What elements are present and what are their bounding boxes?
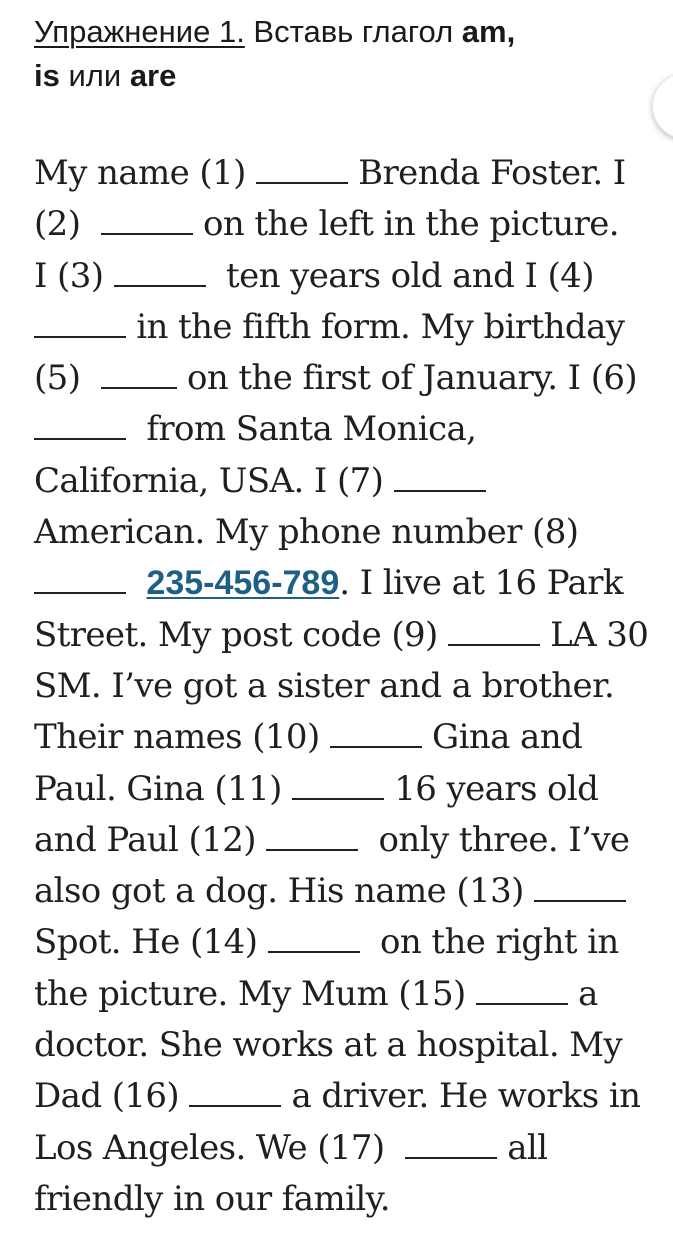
text-line xyxy=(34,148,670,199)
answer-blank-5[interactable] xyxy=(101,357,177,389)
text-line xyxy=(34,199,670,250)
answer-blank-11[interactable] xyxy=(292,768,384,800)
text-fragment: from Santa Monica, xyxy=(126,409,477,450)
verb-am: am, xyxy=(461,14,516,49)
text-line xyxy=(34,251,670,302)
text-line xyxy=(34,302,670,353)
or-text: или xyxy=(59,58,130,93)
answer-blank-3[interactable] xyxy=(114,255,206,287)
text-line xyxy=(34,404,670,455)
answer-blank-4[interactable] xyxy=(34,306,126,338)
text-fragment: the picture. My Mum (15) xyxy=(34,973,476,1014)
answer-blank-17[interactable] xyxy=(405,1127,497,1159)
answer-blank-14[interactable] xyxy=(268,921,360,953)
answer-blank-16[interactable] xyxy=(189,1075,281,1107)
answer-blank-8[interactable] xyxy=(34,562,126,594)
verb-is: is xyxy=(34,58,60,93)
text-fragment: I (3) xyxy=(34,255,114,296)
text-line xyxy=(34,917,670,968)
text-fragment: in the fifth form. My birthday xyxy=(126,306,625,347)
exercise-text xyxy=(34,148,670,1225)
text-fragment: all xyxy=(497,1127,548,1168)
text-fragment: only three. I’ve xyxy=(358,819,630,860)
text-fragment: doctor. She works at a hospital. My xyxy=(34,1025,623,1066)
text-line xyxy=(34,764,670,815)
phone-number-link[interactable]: 235-456-789 xyxy=(146,564,340,603)
answer-blank-7[interactable] xyxy=(394,460,486,492)
text-fragment: . I live at 16 Park xyxy=(339,563,623,604)
text-fragment: Los Angeles. We (17) xyxy=(34,1127,406,1168)
answer-blank-13[interactable] xyxy=(534,870,626,902)
text-fragment: Spot. He (14) xyxy=(34,922,268,963)
text-fragment: and Paul (12) xyxy=(34,819,267,860)
text-fragment: (5) xyxy=(34,358,101,399)
answer-blank-10[interactable] xyxy=(330,716,422,748)
text-line xyxy=(34,1174,670,1225)
text-line xyxy=(34,712,670,763)
text-fragment: 16 years old xyxy=(384,768,599,809)
exercise-heading xyxy=(34,10,634,98)
text-fragment: Dad (16) xyxy=(34,1076,190,1117)
text-line xyxy=(34,353,670,404)
answer-blank-12[interactable] xyxy=(266,819,358,851)
text-fragment: Street. My post code (9) xyxy=(34,614,448,655)
exercise-label: Упражнение 1. xyxy=(34,14,245,49)
answer-blank-6[interactable] xyxy=(34,408,126,440)
answer-blank-1[interactable] xyxy=(256,152,348,184)
text-fragment: SM. I’ve got a sister and a brother. xyxy=(34,665,615,706)
text-line xyxy=(34,661,670,712)
answer-blank-9[interactable] xyxy=(448,614,540,646)
text-fragment xyxy=(126,563,146,603)
text-fragment: on the right in xyxy=(359,922,619,963)
text-line xyxy=(34,1123,670,1174)
text-fragment: Paul. Gina (11) xyxy=(34,768,293,809)
text-fragment: Their names (10) xyxy=(34,717,330,758)
text-fragment: California, USA. I (7) xyxy=(34,460,394,501)
text-fragment: Brenda Foster. I xyxy=(347,153,626,193)
text-fragment: My name (1) xyxy=(34,153,256,193)
side-scroll-button[interactable] xyxy=(652,73,673,139)
text-line xyxy=(34,507,670,558)
text-fragment: friendly in our family. xyxy=(34,1178,390,1219)
verb-are: are xyxy=(129,58,177,93)
text-line xyxy=(34,456,670,507)
instruction-text: Вставь глагол xyxy=(244,14,462,49)
text-line xyxy=(34,1020,670,1071)
text-fragment: also got a dog. His name (13) xyxy=(34,871,534,912)
text-line xyxy=(34,1071,670,1122)
text-fragment: American. My phone number (8) xyxy=(34,512,579,553)
text-fragment: ten years old and I (4) xyxy=(205,255,594,296)
text-fragment: on the first of January. I (6) xyxy=(176,358,638,399)
text-fragment: a driver. He works in xyxy=(281,1076,641,1117)
text-line xyxy=(34,558,670,609)
text-line xyxy=(34,866,670,917)
text-fragment: on the left in the picture. xyxy=(192,204,619,245)
text-line xyxy=(34,815,670,866)
text-fragment: LA 30 xyxy=(539,614,649,655)
answer-blank-15[interactable] xyxy=(476,973,568,1005)
text-fragment: a xyxy=(567,973,598,1014)
text-fragment: (2) xyxy=(34,204,101,245)
text-line xyxy=(34,969,670,1020)
text-fragment: Gina and xyxy=(421,717,583,758)
text-line xyxy=(34,610,670,661)
answer-blank-2[interactable] xyxy=(101,203,193,235)
